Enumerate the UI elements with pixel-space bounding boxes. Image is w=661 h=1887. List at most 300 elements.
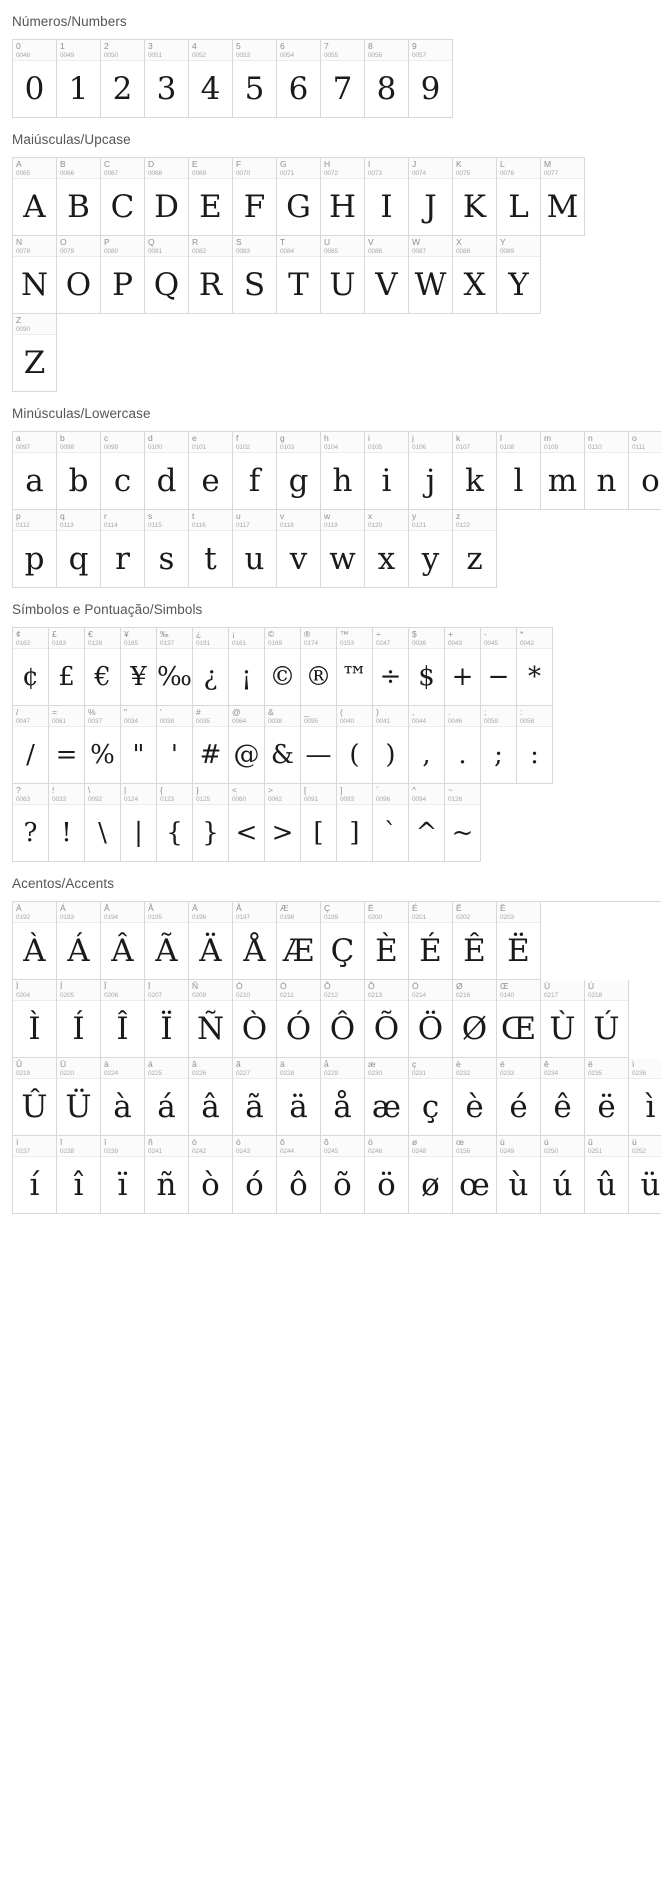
glyph-cell[interactable] (85, 784, 121, 862)
glyph-cell[interactable] (321, 510, 365, 588)
glyph-cell[interactable] (145, 510, 189, 588)
glyph-code-label: 0040 (340, 718, 355, 725)
glyph-cell[interactable] (409, 628, 445, 706)
glyph-cell[interactable] (365, 158, 409, 236)
glyph-cell[interactable] (629, 1136, 661, 1214)
glyph-cell[interactable] (409, 432, 453, 510)
glyph-cell[interactable] (409, 980, 453, 1058)
glyph-cell[interactable] (585, 980, 629, 1058)
glyph-char-label: u (236, 511, 241, 521)
glyph-cell[interactable] (541, 432, 585, 510)
glyph-cell[interactable] (541, 1136, 585, 1214)
glyph-cell[interactable] (13, 432, 57, 510)
glyph-row (13, 980, 661, 1058)
glyph-meta (365, 40, 408, 61)
glyph-meta (541, 980, 584, 1001)
glyph-meta (101, 158, 144, 179)
glyph-cell[interactable] (497, 1058, 541, 1136)
glyph-code-label: 0081 (148, 248, 163, 255)
glyph-cell[interactable] (189, 510, 233, 588)
glyph-cell[interactable] (409, 706, 445, 784)
glyph-cell[interactable] (373, 706, 409, 784)
glyph-cell[interactable] (365, 980, 409, 1058)
glyph-cell[interactable] (497, 236, 541, 314)
glyph-cell[interactable] (145, 980, 189, 1058)
glyph-code-label: 0111 (632, 444, 646, 451)
glyph-meta (101, 236, 144, 257)
glyph-cell[interactable] (49, 706, 85, 784)
glyph-cell[interactable] (189, 902, 233, 980)
glyph-meta (193, 784, 228, 805)
glyph-cell[interactable] (121, 784, 157, 862)
glyph-meta (365, 432, 408, 453)
glyph-cell[interactable] (193, 628, 229, 706)
glyph-code-label: 0074 (412, 170, 427, 177)
glyph-render: ñ (156, 1166, 177, 1203)
glyph-cell[interactable] (321, 1136, 365, 1214)
glyph-cell[interactable] (193, 784, 229, 862)
glyph-cell[interactable] (121, 706, 157, 784)
glyph-char-label: U (324, 237, 331, 247)
glyph-cell[interactable] (321, 40, 365, 118)
glyph-render: ¥ (130, 662, 147, 692)
glyph-cell[interactable] (233, 40, 277, 118)
glyph-char-label: Y (500, 237, 506, 247)
glyph-meta (409, 158, 452, 179)
glyph-cell[interactable] (85, 628, 121, 706)
glyph-cell[interactable] (409, 40, 453, 118)
glyph-cell[interactable] (277, 158, 321, 236)
glyph-meta (585, 432, 628, 453)
glyph-cell[interactable] (189, 236, 233, 314)
glyph-cell[interactable] (57, 236, 101, 314)
glyph-char-label: Ó (280, 981, 287, 991)
glyph-cell[interactable] (277, 432, 321, 510)
glyph-cell[interactable] (145, 1136, 189, 1214)
glyph-cell[interactable] (57, 1136, 101, 1214)
glyph-cell[interactable] (277, 40, 321, 118)
glyph-cell[interactable] (233, 1136, 277, 1214)
glyph-cell[interactable] (481, 628, 517, 706)
glyph-cell[interactable] (145, 902, 189, 980)
glyph-cell[interactable] (541, 1058, 585, 1136)
glyph-cell[interactable] (101, 902, 145, 980)
glyph-char-label: 6 (280, 41, 285, 51)
glyph-cell[interactable] (409, 236, 453, 314)
glyph-char-label: h (324, 433, 329, 443)
glyph-char-label: f (236, 433, 239, 443)
glyph-cell[interactable] (629, 1058, 661, 1136)
glyph-cell[interactable] (57, 158, 101, 236)
glyph-meta (145, 1136, 188, 1157)
glyph-cell[interactable] (453, 902, 497, 980)
glyph-meta (233, 432, 276, 453)
glyph-code-label: 0162 (16, 640, 31, 647)
glyph-cell[interactable] (453, 236, 497, 314)
glyph-cell[interactable] (365, 1136, 409, 1214)
glyph-cell[interactable] (13, 628, 49, 706)
glyph-meta (409, 628, 444, 649)
glyph-meta (189, 432, 232, 453)
glyph-cell[interactable] (365, 236, 409, 314)
glyph-cell[interactable] (409, 784, 445, 862)
glyph-char-label: H (324, 159, 331, 169)
glyph-code-label: 0054 (280, 52, 295, 59)
glyph-code-label: 0047 (16, 718, 31, 725)
glyph-cell[interactable] (365, 1058, 409, 1136)
glyph-cell[interactable] (373, 628, 409, 706)
glyph-render: K (462, 188, 487, 225)
glyph-cell[interactable] (497, 1136, 541, 1214)
glyph-char-label: û (588, 1137, 593, 1147)
glyph-render: ] (349, 818, 360, 848)
glyph-cell[interactable] (233, 902, 277, 980)
glyph-cell[interactable] (453, 432, 497, 510)
glyph-meta (321, 432, 364, 453)
glyph-cell[interactable] (277, 1058, 321, 1136)
glyph-code-label: 0042 (520, 640, 535, 647)
glyph-row (13, 40, 453, 118)
glyph-cell[interactable] (85, 706, 121, 784)
glyph-cell[interactable] (57, 432, 101, 510)
glyph-meta (233, 902, 276, 923)
glyph-cell[interactable] (49, 628, 85, 706)
glyph-char-label: ü (632, 1137, 637, 1147)
glyph-char-label: k (456, 433, 461, 443)
glyph-cell[interactable] (365, 432, 409, 510)
glyph-render: Õ (373, 1010, 400, 1047)
glyph-code-label: 0082 (192, 248, 207, 255)
glyph-cell[interactable] (453, 1136, 497, 1214)
glyph-code-label: 0128 (88, 640, 103, 647)
glyph-cell[interactable] (453, 510, 497, 588)
glyph-render: p (24, 540, 45, 577)
glyph-cell[interactable] (453, 158, 497, 236)
glyph-cell[interactable] (585, 432, 629, 510)
glyph-char-label: Ñ (192, 981, 199, 991)
glyph-meta (453, 902, 496, 923)
glyph-cell[interactable] (101, 432, 145, 510)
glyph-cell[interactable] (517, 628, 553, 706)
glyph-code-label: 0064 (232, 718, 247, 725)
glyph-cell[interactable] (145, 40, 189, 118)
glyph-cell[interactable] (145, 236, 189, 314)
glyph-render: ò (201, 1166, 220, 1203)
glyph-meta (517, 628, 552, 649)
glyph-cell[interactable] (229, 784, 265, 862)
glyph-code-label: 0232 (456, 1070, 471, 1077)
glyph-cell[interactable] (57, 980, 101, 1058)
glyph-code-label: 0073 (368, 170, 383, 177)
glyph-char-label: x (368, 511, 373, 521)
glyph-code-label: 0037 (88, 718, 103, 725)
glyph-cell[interactable] (373, 784, 409, 862)
glyph-render: Ï (160, 1010, 173, 1047)
glyph-cell[interactable] (481, 706, 517, 784)
glyph-cell[interactable] (265, 784, 301, 862)
glyph-cell[interactable] (145, 158, 189, 236)
glyph-cell[interactable] (445, 706, 481, 784)
glyph-code-label: 0088 (456, 248, 471, 255)
glyph-meta (233, 510, 276, 531)
glyph-char-label: p (16, 511, 21, 521)
glyph-code-label: 0249 (500, 1148, 515, 1155)
glyph-cell[interactable] (365, 40, 409, 118)
glyph-cell[interactable] (13, 706, 49, 784)
glyph-code-label: 0078 (16, 248, 31, 255)
glyph-grid (12, 627, 553, 862)
glyph-cell[interactable] (233, 432, 277, 510)
glyph-render: 2 (112, 70, 133, 107)
glyph-cell[interactable] (233, 1058, 277, 1136)
glyph-char-label: Z (16, 315, 22, 325)
glyph-char-label: J (412, 159, 417, 169)
glyph-cell[interactable] (101, 40, 145, 118)
glyph-render: * (528, 662, 541, 692)
glyph-cell[interactable] (189, 1058, 233, 1136)
glyph-cell[interactable] (13, 1058, 57, 1136)
glyph-cell[interactable] (409, 510, 453, 588)
glyph-cell[interactable] (541, 158, 585, 236)
glyph-code-label: 0205 (60, 992, 75, 999)
glyph-cell[interactable] (277, 902, 321, 980)
glyph-code-label: 0108 (500, 444, 515, 451)
glyph-row (13, 628, 553, 706)
glyph-render: æ (371, 1088, 402, 1125)
glyph-cell[interactable] (49, 784, 85, 862)
glyph-cell[interactable] (101, 980, 145, 1058)
glyph-cell[interactable] (453, 980, 497, 1058)
glyph-cell[interactable] (189, 980, 233, 1058)
glyph-render: S (243, 266, 266, 303)
glyph-cell[interactable] (585, 1058, 629, 1136)
glyph-cell[interactable] (337, 784, 373, 862)
glyph-cell[interactable] (13, 1136, 57, 1214)
glyph-render: | (134, 818, 143, 848)
glyph-cell[interactable] (321, 980, 365, 1058)
glyph-cell[interactable] (13, 902, 57, 980)
glyph-render: D (154, 188, 179, 225)
glyph-render: m (547, 462, 578, 499)
glyph-cell[interactable] (189, 1136, 233, 1214)
glyph-cell[interactable] (189, 40, 233, 118)
glyph-cell[interactable] (321, 1058, 365, 1136)
glyph-code-label: 0119 (324, 522, 338, 529)
glyph-cell[interactable] (445, 784, 481, 862)
glyph-code-label: 0109 (544, 444, 559, 451)
glyph-char-label: | (124, 785, 127, 795)
glyph-cell[interactable] (13, 40, 57, 118)
glyph-code-label: 0124 (124, 796, 139, 803)
glyph-cell[interactable] (101, 158, 145, 236)
glyph-cell[interactable] (585, 1136, 629, 1214)
glyph-meta (337, 784, 372, 805)
glyph-cell[interactable] (409, 158, 453, 236)
glyph-cell[interactable] (233, 236, 277, 314)
glyph-render: , (422, 740, 431, 770)
glyph-cell[interactable] (189, 432, 233, 510)
glyph-meta (233, 236, 276, 257)
glyph-cell[interactable] (337, 706, 373, 784)
glyph-cell[interactable] (541, 980, 585, 1058)
glyph-cell[interactable] (13, 510, 57, 588)
glyph-cell[interactable] (497, 980, 541, 1058)
glyph-char-label: } (196, 785, 199, 795)
glyph-cell[interactable] (277, 980, 321, 1058)
glyph-cell[interactable] (277, 236, 321, 314)
glyph-code-label: 0122 (456, 522, 471, 529)
glyph-cell[interactable] (321, 902, 365, 980)
glyph-render: 3 (156, 70, 177, 107)
glyph-code-label: 0065 (16, 170, 31, 177)
glyph-cell[interactable] (301, 706, 337, 784)
glyph-cell[interactable] (57, 1058, 101, 1136)
glyph-render: h (332, 462, 353, 499)
glyph-code-label: 0034 (124, 718, 139, 725)
glyph-char-label: ñ (148, 1137, 153, 1147)
glyph-render: Ø (461, 1010, 488, 1047)
glyph-meta (157, 706, 192, 727)
glyph-cell[interactable] (13, 784, 49, 862)
glyph-meta (13, 432, 56, 453)
glyph-code-label: 0053 (236, 52, 251, 59)
glyph-meta (321, 40, 364, 61)
glyph-render: À (23, 932, 46, 969)
glyph-char-label: ë (588, 1059, 593, 1069)
glyph-cell[interactable] (265, 628, 301, 706)
glyph-char-label: ö (368, 1137, 373, 1147)
glyph-render: ü (640, 1166, 661, 1203)
glyph-row (13, 236, 585, 314)
glyph-cell[interactable] (101, 1136, 145, 1214)
glyph-code-label: 0043 (448, 640, 463, 647)
glyph-char-label: j (412, 433, 414, 443)
glyph-meta (629, 432, 661, 453)
glyph-char-label: ì (632, 1059, 635, 1069)
glyph-cell[interactable] (101, 510, 145, 588)
glyph-code-label: 0251 (588, 1148, 603, 1155)
glyph-meta (49, 628, 84, 649)
glyph-meta (101, 40, 144, 61)
glyph-cell[interactable] (145, 1058, 189, 1136)
glyph-meta (277, 510, 320, 531)
glyph-cell[interactable] (365, 510, 409, 588)
glyph-cell[interactable] (321, 158, 365, 236)
glyph-cell[interactable] (365, 902, 409, 980)
glyph-meta (13, 706, 48, 727)
glyph-char-label: T (280, 237, 286, 247)
glyph-render: d (156, 462, 177, 499)
glyph-cell[interactable] (497, 158, 541, 236)
glyph-code-label: 0068 (148, 170, 163, 177)
glyph-cell[interactable] (409, 902, 453, 980)
glyph-cell[interactable] (233, 510, 277, 588)
glyph-cell[interactable] (101, 236, 145, 314)
glyph-cell[interactable] (157, 784, 193, 862)
glyph-cell[interactable] (497, 432, 541, 510)
glyph-code-label: 0120 (368, 522, 383, 529)
glyph-meta (233, 980, 276, 1001)
glyph-cell[interactable] (157, 706, 193, 784)
glyph-code-label: 0112 (16, 522, 30, 529)
glyph-code-label: 0226 (192, 1070, 207, 1077)
glyph-cell[interactable] (497, 902, 541, 980)
glyph-render: ' (170, 740, 179, 770)
glyph-cell[interactable] (233, 980, 277, 1058)
glyph-cell[interactable] (121, 628, 157, 706)
glyph-meta (13, 902, 56, 923)
glyph-code-label: 0033 (52, 796, 67, 803)
glyph-render: n (596, 462, 617, 499)
glyph-char-label: c (104, 433, 109, 443)
glyph-code-label: 0095 (304, 718, 319, 725)
glyph-cell[interactable] (229, 706, 265, 784)
glyph-cell[interactable] (13, 314, 57, 392)
glyph-cell[interactable] (13, 236, 57, 314)
glyph-cell[interactable] (277, 1136, 321, 1214)
glyph-cell[interactable] (229, 628, 265, 706)
glyph-render: é (509, 1088, 528, 1125)
glyph-code-label: 0248 (412, 1148, 427, 1155)
glyph-cell[interactable] (337, 628, 373, 706)
glyph-cell[interactable] (301, 628, 337, 706)
glyph-meta (277, 1058, 320, 1079)
glyph-render: C (110, 188, 135, 225)
glyph-meta (101, 1058, 144, 1079)
glyph-cell[interactable] (57, 902, 101, 980)
glyph-cell[interactable] (301, 784, 337, 862)
glyph-char-label: M (544, 159, 552, 169)
glyph-cell[interactable] (101, 1058, 145, 1136)
glyph-cell[interactable] (193, 706, 229, 784)
glyph-cell[interactable] (409, 1136, 453, 1214)
glyph-cell[interactable] (629, 432, 661, 510)
glyph-cell[interactable] (453, 1058, 497, 1136)
glyph-char-label: 3 (148, 41, 153, 51)
glyph-char-label: B (60, 159, 66, 169)
glyph-char-label: G (280, 159, 287, 169)
glyph-meta (13, 628, 48, 649)
glyph-cell[interactable] (265, 706, 301, 784)
glyph-render: ê (553, 1088, 572, 1125)
glyph-cell[interactable] (233, 158, 277, 236)
glyph-cell[interactable] (189, 158, 233, 236)
glyph-cell[interactable] (13, 980, 57, 1058)
glyph-cell[interactable] (57, 510, 101, 588)
glyph-cell[interactable] (277, 510, 321, 588)
glyph-cell[interactable] (145, 432, 189, 510)
glyph-meta (373, 784, 408, 805)
glyph-meta (57, 1136, 100, 1157)
glyph-cell[interactable] (409, 1058, 453, 1136)
glyph-meta (365, 510, 408, 531)
glyph-cell[interactable] (57, 40, 101, 118)
glyph-char-label: [ (304, 785, 307, 795)
glyph-cell[interactable] (321, 236, 365, 314)
glyph-cell[interactable] (517, 706, 553, 784)
glyph-char-label: V (368, 237, 374, 247)
glyph-meta (277, 40, 320, 61)
glyph-meta (409, 1136, 452, 1157)
glyph-render: á (157, 1088, 176, 1125)
glyph-cell[interactable] (13, 158, 57, 236)
glyph-cell[interactable] (157, 628, 193, 706)
glyph-char-label: F (236, 159, 242, 169)
glyph-code-label: 0195 (148, 914, 163, 921)
glyph-cell[interactable] (321, 432, 365, 510)
glyph-cell[interactable] (445, 628, 481, 706)
glyph-char-label: 8 (368, 41, 373, 51)
